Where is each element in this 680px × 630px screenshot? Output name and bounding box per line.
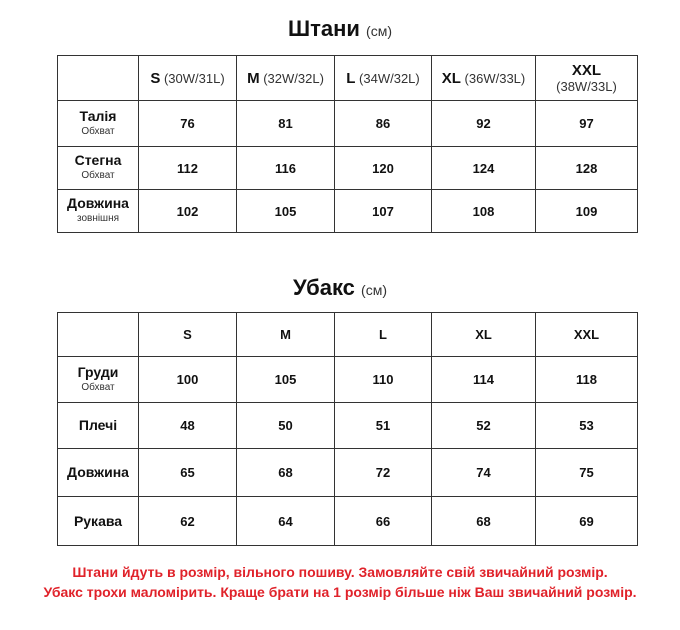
hoodie-title-text: Убакс: [293, 275, 355, 300]
value-cell: 100: [139, 357, 237, 403]
table-row: [58, 403, 638, 449]
header-cell: XXL: [536, 313, 638, 357]
table-row: [58, 147, 638, 190]
value-cell: 118: [536, 357, 638, 403]
value-cell: 68: [432, 497, 536, 546]
value-cell: 128: [536, 147, 638, 190]
row-sublabel: Обхват: [81, 381, 115, 393]
value-cell: 48: [139, 403, 237, 449]
row-sublabel: Обхват: [81, 125, 115, 137]
row-header: [58, 357, 139, 403]
value-cell: 68: [237, 449, 335, 497]
table-row: [58, 449, 638, 497]
size-label: L: [346, 69, 356, 87]
value-cell: 64: [237, 497, 335, 546]
pants-size-table: [57, 55, 638, 233]
row-header: [58, 190, 139, 233]
value-cell: 69: [536, 497, 638, 546]
size-fit: (30W/31L): [163, 70, 225, 86]
row-header: Плечі: [58, 403, 139, 449]
value-cell: 53: [536, 403, 638, 449]
row-header: Довжина: [58, 449, 139, 497]
size-fit: (32W/32L): [263, 70, 324, 86]
pants-title-unit: (см): [366, 23, 392, 39]
empty-corner-cell: [58, 56, 139, 101]
value-cell: 108: [432, 190, 536, 233]
value-cell: 112: [139, 147, 237, 190]
row-sublabel: зовнішня: [76, 213, 120, 224]
header-cell: [536, 56, 638, 101]
size-label: XL: [441, 69, 461, 87]
hoodie-size-table: [57, 312, 638, 546]
size-fit: (34W/32L): [359, 70, 420, 86]
size-fit: (36W/33L): [464, 70, 526, 86]
pants-title-text: Штани: [287, 16, 360, 41]
value-cell: 75: [536, 449, 638, 497]
value-cell: 110: [335, 357, 432, 403]
header-cell: [335, 56, 432, 101]
pants-title: [0, 16, 680, 42]
table-header-row: [58, 56, 638, 101]
size-label: XXL: [571, 62, 602, 79]
header-cell: M: [237, 313, 335, 357]
row-header: Рукава: [58, 497, 139, 546]
hoodie-title: [0, 275, 680, 301]
value-cell: 72: [335, 449, 432, 497]
size-label: S: [150, 69, 161, 87]
hoodie-fit-note: Убакс трохи маломірить. Краще брати на 1 розмір більше ніж Ваш звичайний розмір.: [43, 584, 637, 600]
value-cell: 62: [139, 497, 237, 546]
header-cell: XL: [432, 313, 536, 357]
value-cell: 81: [237, 101, 335, 147]
value-cell: 76: [139, 101, 237, 147]
value-cell: 107: [335, 190, 432, 233]
header-cell: [139, 56, 237, 101]
row-label: Стегна: [74, 152, 122, 168]
row-label: Груди: [77, 363, 119, 380]
row-sublabel: Обхват: [81, 170, 115, 181]
pants-fit-note: Штани йдуть в розмір, вільного пошиву. Замовляйте свій звичайний розмір.: [72, 564, 608, 580]
value-cell: 120: [335, 147, 432, 190]
row-header: [58, 101, 139, 147]
value-cell: 66: [335, 497, 432, 546]
size-label: M: [247, 69, 260, 87]
table-row: [58, 190, 638, 233]
hoodie-title-unit: (см): [361, 282, 387, 298]
row-label: Талія: [79, 107, 117, 124]
table-header-row: [58, 313, 638, 357]
header-cell: S: [139, 313, 237, 357]
table-row: [58, 101, 638, 147]
table-row: [58, 357, 638, 403]
header-cell: [237, 56, 335, 101]
value-cell: 105: [237, 357, 335, 403]
size-fit: (38W/33L): [556, 79, 617, 94]
row-header: [58, 147, 139, 190]
header-cell: [432, 56, 536, 101]
value-cell: 92: [432, 101, 536, 147]
empty-corner-cell: [58, 313, 139, 357]
value-cell: 74: [432, 449, 536, 497]
value-cell: 116: [237, 147, 335, 190]
value-cell: 86: [335, 101, 432, 147]
value-cell: 52: [432, 403, 536, 449]
value-cell: 102: [139, 190, 237, 233]
value-cell: 65: [139, 449, 237, 497]
value-cell: 51: [335, 403, 432, 449]
table-row: [58, 497, 638, 546]
value-cell: 97: [536, 101, 638, 147]
value-cell: 124: [432, 147, 536, 190]
value-cell: 109: [536, 190, 638, 233]
value-cell: 50: [237, 403, 335, 449]
value-cell: 105: [237, 190, 335, 233]
value-cell: 114: [432, 357, 536, 403]
row-label: Довжина: [67, 195, 129, 211]
header-cell: L: [335, 313, 432, 357]
